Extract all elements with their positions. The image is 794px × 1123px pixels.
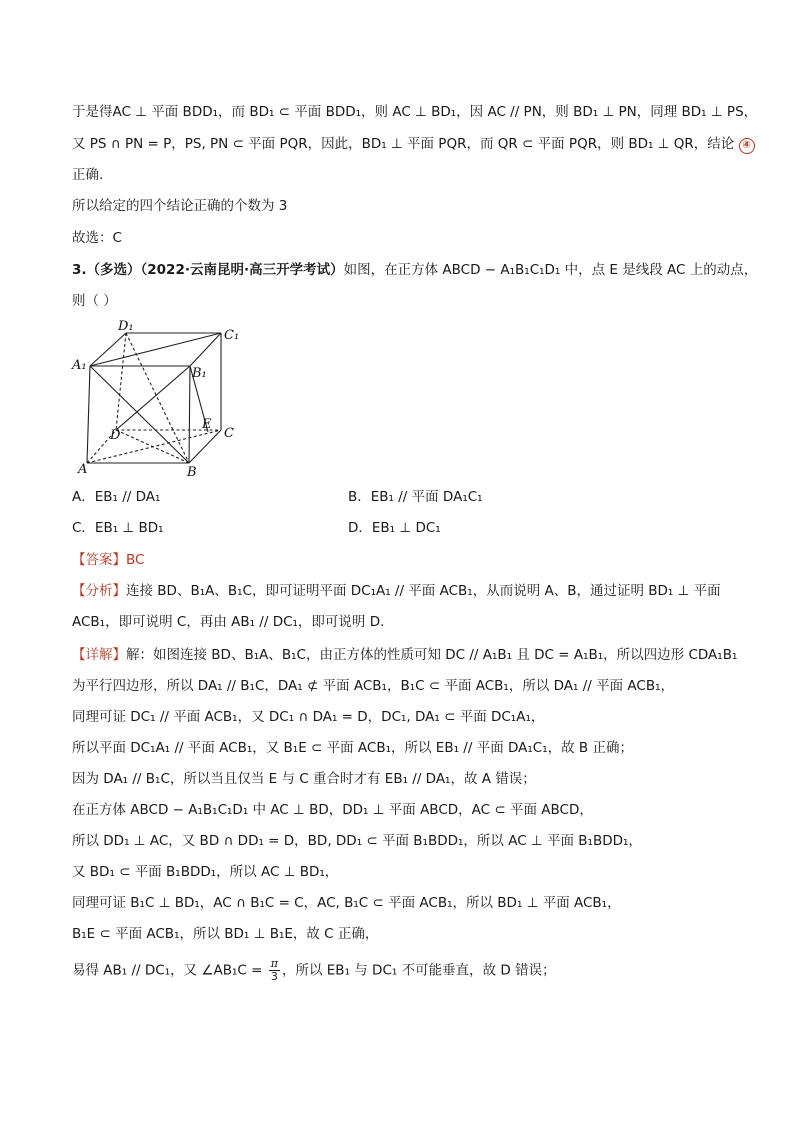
detail-text-11b: ，所以 EB₁ 与 DC₁ 不可能垂直，故 D 错误； <box>281 962 556 979</box>
label-d1: D₁ <box>118 319 134 334</box>
answer-value: BC <box>126 552 145 568</box>
edge-b-c <box>189 430 221 463</box>
line-2-text: 又 PS ∩ PN = P，PS, PN ⊂ 平面 PQR，因此，BD₁ ⊥ 平面 PQR，而 QR ⊂ 平面 PQR，则 BD₁ ⊥ QR，结论 <box>72 136 735 152</box>
detail-text-11a: 易得 AB₁ // DC₁，又 ∠AB₁C = <box>72 962 263 979</box>
analysis-line-1 <box>72 581 721 601</box>
option-a: A．EB₁ // DA₁ <box>72 489 161 505</box>
detail-line-10: B₁E ⊂ 平面 ACB₁，所以 BD₁ ⊥ B₁E，故 C 正确， <box>72 926 379 942</box>
label-b: B <box>187 465 197 480</box>
detail-line-1 <box>72 645 737 665</box>
detail-line-9: 同理可证 B₁C ⊥ BD₁，AC ∩ B₁C = C，AC, B₁C ⊂ 平面 ACB₁，所以 BD₁ ⊥ 平面 ACB₁， <box>72 895 621 911</box>
hidden-diag-a-c <box>87 430 221 463</box>
hidden-seg-d-b <box>116 430 189 463</box>
detail-line-5: 因为 DA₁ // B₁C，所以当且仅当 E 与 C 重合时才有 EB₁ // DA₁，故 A 错误； <box>72 771 536 787</box>
analysis-line-2: ACB₁，即可说明 C，再由 AB₁ // DC₁，即可说明 D. <box>72 614 385 630</box>
label-a1: A₁ <box>72 358 87 373</box>
circled-four: ④ <box>739 138 755 154</box>
fraction-numerator: π <box>270 957 278 970</box>
line-3: 正确. <box>72 167 104 183</box>
hidden-seg-d1-b <box>126 333 189 463</box>
cube-figure <box>70 318 250 483</box>
seg-b1-d <box>116 366 190 430</box>
line-2 <box>72 134 755 154</box>
label-e: E <box>202 417 212 432</box>
question-3-source: 3.（多选）（2022·云南昆明·高三开学考试） <box>72 262 344 278</box>
label-d: D <box>110 428 121 443</box>
option-b: B．EB₁ // 平面 DA₁C₁ <box>348 489 483 505</box>
line-4: 所以给定的四个结论正确的个数为 3 <box>72 198 288 214</box>
detail-line-8: 又 BD₁ ⊂ 平面 B₁BDD₁，所以 AC ⊥ BD₁， <box>72 864 339 880</box>
seg-a1-b <box>90 366 189 463</box>
detail-line-4: 所以平面 DC₁A₁ // 平面 ACB₁，又 B₁E ⊂ 平面 ACB₁，所以 EB₁ // 平面 DA₁C₁，故 B 正确； <box>72 740 633 756</box>
detail-text-1: 解：如图连接 BD、B₁A、B₁C，由正方体的性质可知 DC // A₁B₁ 且 DC = A₁B₁，所以四边形 CDA₁B₁ <box>126 647 738 663</box>
detail-line-11 <box>72 958 556 983</box>
diag-a1-c1 <box>90 333 221 366</box>
analysis-text-1: 连接 BD、B₁A、B₁C，即可证明平面 DC₁A₁ // 平面 ACB₁，从而说明 A、B，通过证明 BD₁ ⊥ 平面 <box>126 583 721 599</box>
label-c: C <box>224 426 234 441</box>
line-1: 于是得AC ⊥ 平面 BDD₁，而 BD₁ ⊂ 平面 BDD₁，则 AC ⊥ BD₁，因 AC // PN，则 BD₁ ⊥ PN，同理 BD₁ ⊥ PS， <box>72 104 758 120</box>
hidden-edge-d1-d <box>116 333 126 430</box>
detail-tag: 【详解】 <box>72 647 126 663</box>
detail-line-7: 所以 DD₁ ⊥ AC，又 BD ∩ DD₁ = D，BD, DD₁ ⊂ 平面 B₁BDD₁，所以 AC ⊥ 平面 B₁BDD₁， <box>72 833 642 849</box>
answer-tag: 【答案】 <box>72 552 126 568</box>
edge-b1-c1 <box>190 333 221 366</box>
label-b1: B₁ <box>192 366 207 381</box>
answer-line <box>72 550 144 570</box>
question-3-line-2: 则（ ） <box>72 293 117 309</box>
line-5: 故选：C <box>72 230 122 246</box>
question-3-line-1 <box>72 260 757 280</box>
fraction-denominator: 3 <box>270 970 278 983</box>
detail-line-6: 在正方体 ABCD − A₁B₁C₁D₁ 中 AC ⊥ BD，DD₁ ⊥ 平面 ABCD，AC ⊂ 平面 ABCD， <box>72 802 593 818</box>
option-d: D．EB₁ ⊥ DC₁ <box>348 520 441 536</box>
detail-line-2: 为平行四边形，所以 DA₁ // B₁C，DA₁ ⊄ 平面 ACB₁，B₁C ⊂ 平面 ACB₁，所以 DA₁ // 平面 ACB₁， <box>72 678 675 694</box>
analysis-tag: 【分析】 <box>72 583 126 599</box>
question-3-stem: 如图，在正方体 ABCD − A₁B₁C₁D₁ 中，点 E 是线段 AC 上的动点， <box>343 262 758 278</box>
option-c: C．EB₁ ⊥ BD₁ <box>72 520 164 536</box>
label-c1: C₁ <box>224 328 240 343</box>
edge-a-a1 <box>87 366 90 463</box>
fraction <box>269 958 280 983</box>
detail-line-3: 同理可证 DC₁ // 平面 ACB₁，又 DC₁ ∩ DA₁ = D，DC₁, DA₁ ⊂ 平面 DC₁A₁， <box>72 709 545 725</box>
edge-b-b1 <box>189 366 190 463</box>
label-a: A <box>78 462 88 477</box>
